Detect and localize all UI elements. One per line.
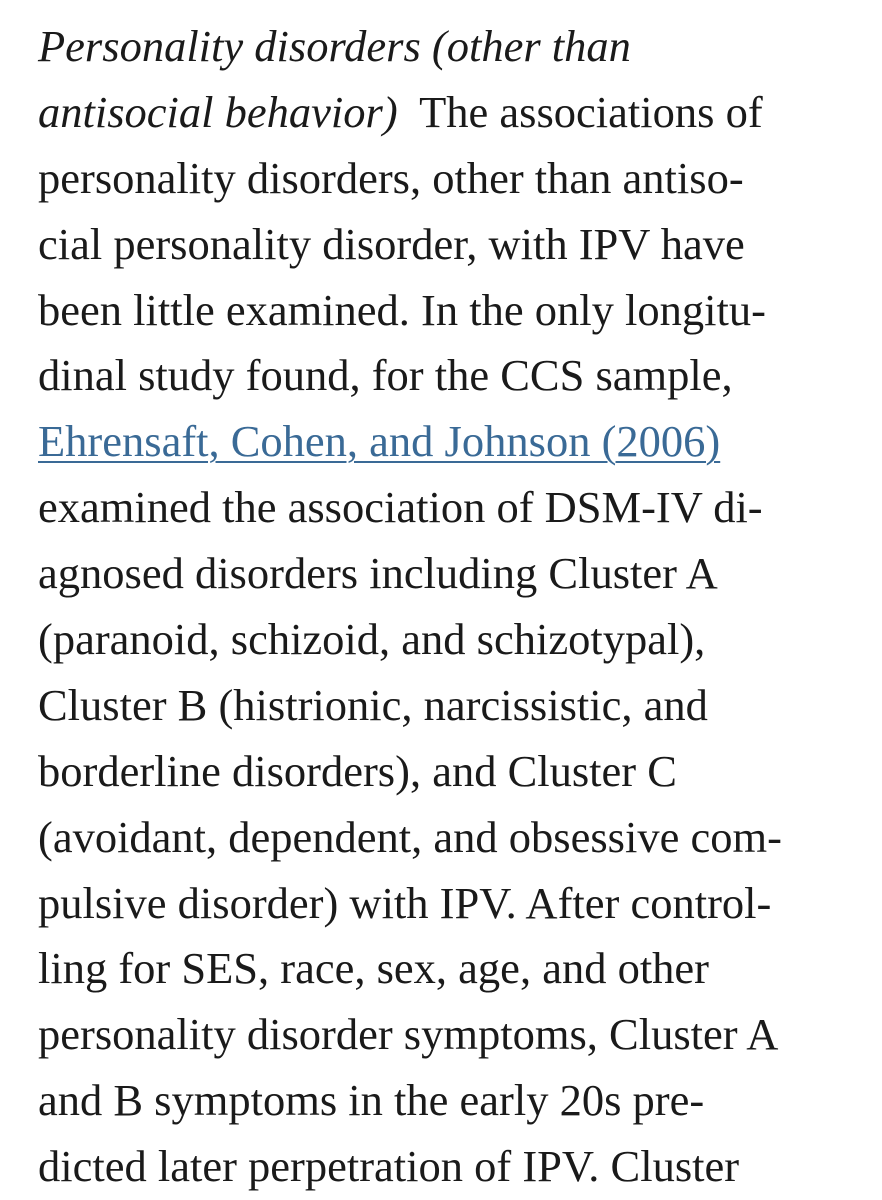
paragraph-start: The associations of <box>419 86 763 137</box>
section-heading-line-1: Personality disorders (other than <box>38 21 631 71</box>
text-line: borderline disorders), and Cluster C <box>38 745 677 796</box>
citation-link[interactable]: Ehrensaft, Cohen, and Johnson (2006) <box>38 416 721 467</box>
text-line: agnosed disorders including Cluster A <box>38 548 718 599</box>
text-line: (paranoid, schizoid, and schizotypal), <box>38 614 706 665</box>
text-line: dinal study found, for the CCS sample, <box>38 350 733 401</box>
text-line: examined the association of DSM-IV di- <box>38 482 763 533</box>
text-line: personality disorder symptoms, Cluster A <box>38 1009 779 1060</box>
text-line: (avoidant, dependent, and obsessive com- <box>38 811 782 862</box>
text-line: pulsive disorder) with IPV. After control- <box>38 877 772 928</box>
text-line: personality disorders, other than antiso- <box>38 152 744 203</box>
text-line: dicted later perpetration of IPV. Cluster <box>38 1141 740 1192</box>
text-line: ling for SES, race, sex, age, and other <box>38 943 709 994</box>
text-line-2 <box>38 80 882 146</box>
section-heading-line-2: antisocial behavior) <box>38 86 398 137</box>
text-line: Cluster B (histrionic, narcissistic, and <box>38 679 708 730</box>
text-line: and B symptoms in the early 20s pre- <box>38 1075 705 1126</box>
body-text <box>38 14 882 1200</box>
text-line: been little examined. In the only longitu- <box>38 284 766 335</box>
citation-line <box>38 409 882 475</box>
text-line: cial personality disorder, with IPV have <box>38 218 745 269</box>
